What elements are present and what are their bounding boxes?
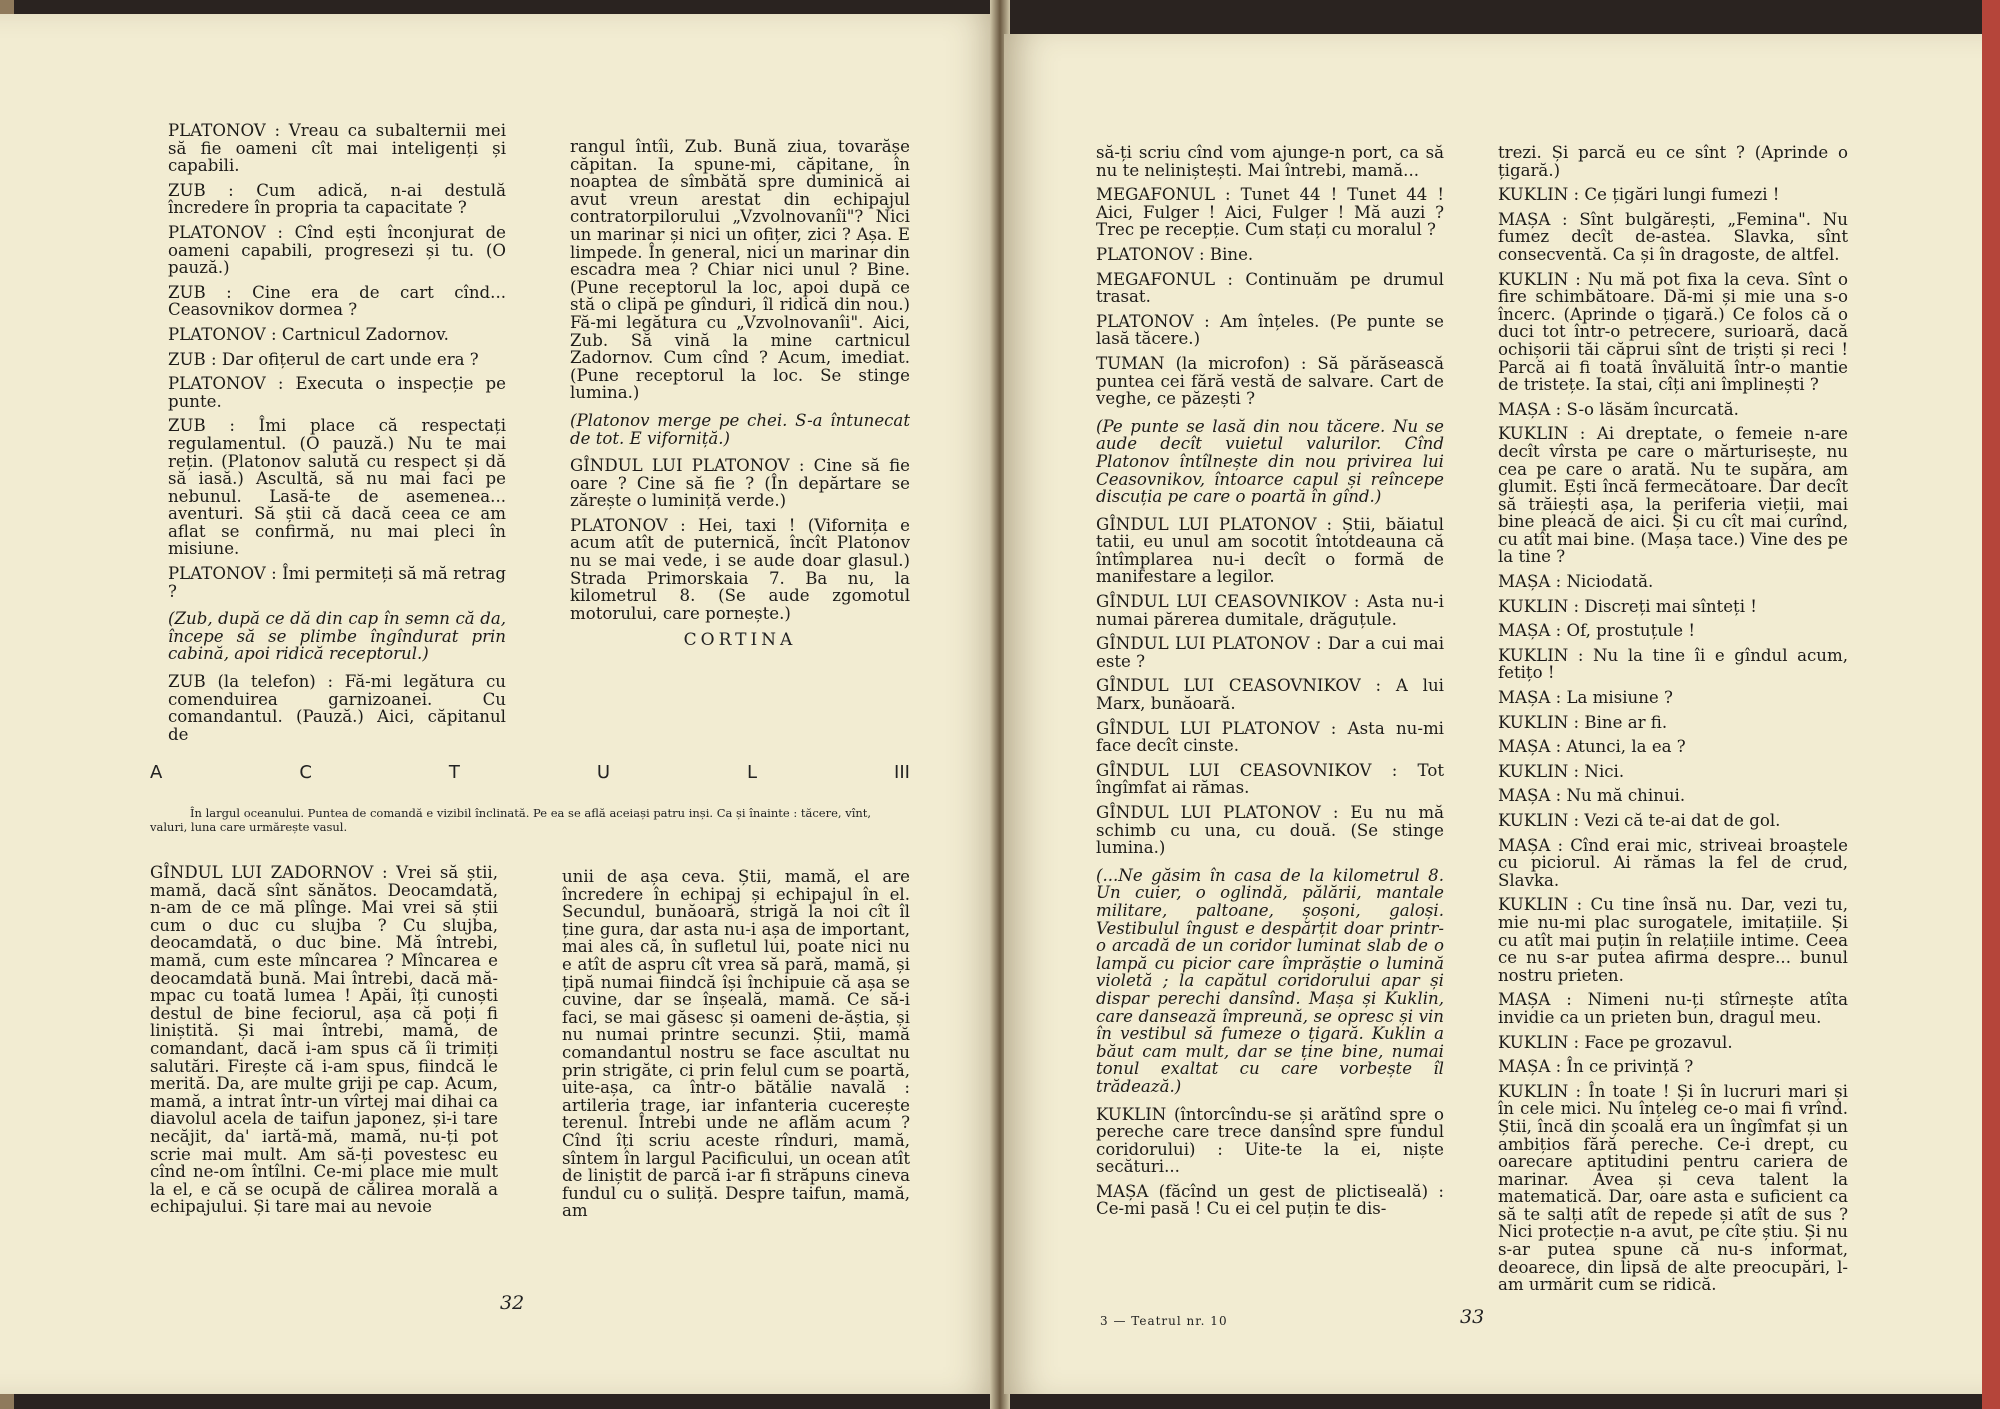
dialogue-line: GÎNDUL LUI PLATONOV : Eu nu mă schimb cu una, cu două. (Se stinge lumina.) [1096,803,1444,858]
dialogue-line: MAȘA (făcînd un gest de plictiseală) : Ce-mi pasă ! Cu ei cel puțin te dis- [1096,1181,1444,1219]
page-number: 32 [500,1292,525,1314]
stage-direction: (...Ne găsim în casa de la kilometrul 8. Un cuier, o oglindă, pălării, mantale militare, paltoane, șoșoni, galoși. Vestibulul îngust e despărțit doar printr-o arcadă de un coridor luminat slab de o lampă cu picior care împrăștie o lumină violetă ; la capătul coridorului apar și dispar perechi dansînd. Mașa și Kuklin, care dansează împreună, se opresc și vin în vestibul să fumeze o țigară. Kuklin a băut cam mult, dar se ține bine, numai tonul exaltat cu care vorbește îl trădează.) [1096,865,1444,1096]
act-letter: L [747,762,758,783]
dialogue-line: TUMAN (la microfon) : Să părăsească puntea cei fără vestă de salvare. Cart de veghe, ce păzești ? [1096,353,1444,409]
act-title [150,762,910,783]
dialogue-line: ZUB : Dar ofițerul de cart unde era ? [168,349,479,369]
stage-direction: (Platonov merge pe chei. S-a întunecat de tot. E viforniță.) [570,410,910,448]
dialogue-line: ZUB : Cum adică, n-ai destulă încredere în propria ta capacitate ? [168,180,506,218]
right-column-1 [1096,144,1444,1225]
dialogue-line: KUKLIN : Nu mă pot fixa la ceva. Sînt o fire schimbătoare. Dă-mi și mie una s-o încerc. (Aprinde o țigară.) Ce folos că o duci tot într-o petrecere, surioară, dacă ochișorii tăi căprui sînt de triști și reci ! Parcă ai fi toată învăluită într-o mantie de tristețe. Ia stai, cîți ani împlinești ? [1498,269,1848,395]
dialogue-line: PLATONOV : Bine. [1096,244,1254,264]
dialogue-line: MAȘA : În ce privință ? [1498,1057,1694,1077]
act-number: III [894,762,910,783]
dialogue-line: KUKLIN : Nu la tine îi e gîndul acum, fetițo ! [1498,645,1848,683]
dialogue-line: PLATONOV : Executa o inspecție pe punte. [168,374,506,411]
right-column-2 [1498,144,1848,1301]
dialogue-line: GÎNDUL LUI PLATONOV : Știi, băiatul tatii, eu unul am socotit întotdeauna că întîmplarea nu-i decît o formă de manifestare a legilor. [1096,514,1444,587]
act-letter: C [299,762,312,783]
left-page [0,14,1000,1394]
dialogue-line: KUKLIN : Bine ar fi. [1498,712,1668,732]
dialogue-line: MAȘA : La misiune ? [1498,688,1673,708]
dialogue-line: PLATONOV : Am înțeles. (Pe punte se lasă tăcere.) [1096,311,1444,349]
dialogue-line: MAȘA : Atunci, la ea ? [1498,737,1686,757]
dialogue-line: GÎNDUL LUI CEASOVNIKOV : Tot îngîmfat ai rămas. [1096,760,1444,798]
stage-direction: (Pe punte se lasă din nou tăcere. Nu se aude decît vuietul valurilor. Cînd Platonov întîlnește din nou privirea lui Ceasovnikov, întoarce capul și reîncepe discuția pe care o poartă în gînd.) [1096,416,1444,507]
page-footer: 3 — Teatrul nr. 10 [1100,1314,1228,1328]
dialogue-line: KUKLIN : Face pe grozavul. [1498,1032,1733,1052]
dialogue-line: GÎNDUL LUI PLATONOV : Asta nu-mi face decît cinste. [1096,718,1444,756]
dialogue-line: KUKLIN : Cu tine însă nu. Dar, vezi tu, mie nu-mi plac surogatele, imitațiile. Și cu atît mai puțin în relațiile intime. Ceea ce nu s-ar putea afirma despre... bunul nostru prieten. [1498,895,1848,985]
dialogue-line: KUKLIN (întorcîndu-se și arătînd spre o pereche care trece dansînd spre fundul coridorului) : Uite-te la ei, niște secături... [1096,1104,1444,1177]
dialogue-line: MAȘA : S-o lăsăm încurcată. [1498,399,1739,419]
page-number: 33 [1460,1306,1485,1328]
dialogue-line: ZUB (la telefon) : Fă-mi legătura cu comenduirea garnizoanei. Cu comandantul. (Pauză.) Aici, căpitanul de [168,672,506,744]
dialogue-line: PLATONOV : Hei, taxi ! (Vifornița e acum atît de puternică, încît Platonov nu se mai vede, i se aude doar glasul.) Strada Primorskaia 7. Ba nu, la kilometrul 8. (Se aude zgomotul motorului, care pornește.) [570,515,910,623]
book-edge-right [1982,0,2000,1409]
left-column-1-top [168,122,506,750]
left-column-1-bottom [150,864,498,1223]
dialogue-line: KUKLIN : Ce țigări lungi fumezi ! [1498,185,1780,205]
dialogue-line: MAȘA : Cînd erai mic, striveai broaștele cu piciorul. Ai rămas la fel de crud, Slavka. [1498,835,1848,890]
dialogue-line: MAȘA : Nimeni nu-ți stîrnește atîta invidie ca un prieten bun, dragul meu. [1498,990,1848,1027]
dialogue-line: GÎNDUL LUI CEASOVNIKOV : Asta nu-i numai părerea dumitale, drăguțule. [1096,592,1444,629]
dialogue-line: KUKLIN : Nici. [1498,761,1625,781]
dialogue-line: ZUB : Cine era de cart cînd... Ceasovnikov dormea ? [168,282,506,320]
dialogue-line: KUKLIN : Discreți mai sînteți ! [1498,596,1757,616]
act-letter: T [448,762,460,783]
dialogue-line: MEGAFONUL : Continuăm pe drumul trasat. [1096,269,1444,307]
dialogue-line: PLATONOV : Cînd ești înconjurat de oameni capabili, progresezi și tu. (O pauză.) [168,222,506,278]
right-page [1004,34,1988,1394]
left-column-2-top [570,138,910,657]
dialogue-line: MAȘA : Sînt bulgărești, „Femina". Nu fumez decît de-astea. Slavka, sînt consecventă. Ca și în dragoste, de altfel. [1498,209,1848,264]
dialogue-line: KUKLIN : Ai dreptate, o femeie n-are decît vîrsta pe care o mărturisește, nu cea pe care o arată. Nu te supăra, am glumit. Ești încă fermecătoare. Dar decît să trăiești așa, la periferia vieții, mai bine pleacă de aici. Și cu cît mai curînd, cu atît mai bine. (Mașa tace.) Vine des pe la tine ? [1498,424,1848,567]
dialogue-line: MEGAFONUL : Tunet 44 ! Tunet 44 ! Aici, Fulger ! Aici, Fulger ! Mă auzi ? Trec pe recepție. Cum stați cu moralul ? [1096,185,1444,240]
dialogue-line: MAȘA : Niciodată. [1498,572,1654,592]
stage-direction: (Zub, după ce dă din cap în semn că da, începe să se plimbe îngîndurat prin cabină, apoi ridică receptorul.) [168,609,506,664]
dialogue-line: ZUB : Îmi place că respectați regulamentul. (O pauză.) Nu te mai rețin. (Platonov salută cu respect și dă să iasă.) Ascultă, să nu mai faci pe nebunul. Lasă-te de asemenea... aventuri. Să știi că dacă ceea ce am aflat se confirmă, nu mai pleci în misiune. [168,416,506,559]
dialogue-line: MAȘA : Of, prostuțule ! [1498,621,1696,641]
dialogue-line: PLATONOV : Cartnicul Zadornov. [168,324,449,344]
dialogue-line: PLATONOV : Îmi permiteți să mă retrag ? [168,564,506,601]
act-intro-stage-direction: În largul oceanului. Puntea de comandă e vizibil înclinată. Pe ea se află aceiași patru inși. Ca și înainte : tăcere, vînt, valuri, luna care urmărește vasul. [150,806,872,834]
dialogue-line: KUKLIN : În toate ! Și în lucruri mari și în cele mici. Nu înțeleg ce-o mai fi vrînd. Știi, încă din școală era un îngîmfat și un ambițios fără pereche. Ce-i drept, cu oarecare aptitudini pentru cariera de marinar. Avea și ceva talent la matematică. Dar, oare asta e suficient ca să te salți atît de repede și atît de sus ? Nici protecție n-a avut, pe cîte știu. Și nu s-ar putea spune că nu-s informat, deoarece, din lipsă de alte preocupări, l-am urmărit cum se ridică. [1498,1081,1848,1295]
curtain-heading: CORTINA [683,630,797,651]
act-letter: U [596,762,611,783]
monologue: unii de așa ceva. Știi, mamă, el are încredere în echipaj și echipajul în el. Secundul, bunăoară, strigă la noi cît îl ține gura, dar asta nu-i așa de important, mai ales că, în sufletul lui, poate nici nu e atît de aspru cît vrea să pară, mamă, și țipă numai fiindcă își închipuie că așa se cuvine, dar se înșeală, mamă. Ce să-i faci, se mai găsesc și oameni de-ăștia, și nu numai printre secunzi. Știi, mamă comandantul nostru se face ascultat nu prin strigăte, ci prin felul cum se poartă, uite-așa, ca într-o bătălie navală : artileria trage, iar infanteria cucerește terenul. Întrebi unde ne aflăm acum ? Cînd îți scriu aceste rînduri, mamă, sîntem în largul Pacificului, un ocean atît de liniștit de parcă i-ar fi străpuns cineva fundul cu o suliță. Despre taifun, mamă, am [562,867,910,1221]
act-letter: A [150,762,163,783]
left-column-2-bottom [562,868,910,1227]
dialogue-line: trezi. Și parcă eu ce sînt ? (Aprinde o țigară.) [1498,143,1848,180]
dialogue-line: GÎNDUL LUI PLATONOV : Dar a cui mai este ? [1096,634,1444,671]
dialogue-line: să-ți scriu cînd vom ajunge-n port, ca să nu te neliniștești. Mai întrebi, mamă... [1096,143,1444,180]
dialogue-line: MAȘA : Nu mă chinui. [1498,786,1686,806]
monologue: GÎNDUL LUI ZADORNOV : Vrei să știi, mamă, dacă sînt sănătos. Deocamdată, n-am de ce mă plînge. Mai vrei să știi cum o duc cu slujba ? Cu slujba, deocamdată, o duc bine. Mă întrebi, mamă, cum este mîncarea ? Mîncarea e deocamdată bună. Mai întrebi, dacă mă-mpac cu toată lumea ! Apăi, îți cunoști destul de bine feciorul, așa că poți fi liniștită. Și mai întrebi, mamă, de comandant, dacă i-am spus că îi trimiți salutări. Firește că i-am spus, fiindcă le merită. Da, are multe griji pe cap. Acum, mamă, a intrat într-un vîrtej mai dihai ca diavolul acela de taifun japonez, și-i tare necăjit, da' iartă-mă, mamă, nu-ți pot scrie mai mult. Am să-ți povestesc eu cînd ne-om întîlni. Ce-mi place mie mult la el, e că se ocupă de călirea morală a echipajului. Și tare mai au nevoie [150,863,498,1217]
dialogue-line: GÎNDUL LUI PLATONOV : Cine să fie oare ? Cine să fie ? (În depărtare se zărește o luminiță verde.) [570,456,910,511]
dialogue-line: rangul întîi, Zub. Bună ziua, tovarășe căpitan. Ia spune-mi, căpitane, în noaptea de sîmbătă spre duminică ai avut vreun arestat din echipajul contratorpilorului „Vzvolnovanîi"? Nici un marinar și nici un ofițer, zici ? Așa. E limpede. În general, nici un marinar din escadra mea ? Chiar nici unul ? Bine. (Pune receptorul la loc, apoi după ce stă o clipă pe gînduri, îl ridică din nou.) Fă-mi legătura cu „Vzvolnovanîi". Aici, Zub. Să vină la mine cartnicul Zadornov. Cum cînd ? Acum, imediat. (Pune receptorul la loc. Se stinge lumina.) [570,137,910,403]
dialogue-line: PLATONOV : Vreau ca subalternii mei să fie oameni cît mai inteligenți și capabili. [168,121,506,176]
dialogue-line: GÎNDUL LUI CEASOVNIKOV : A lui Marx, bunăoară. [1096,676,1444,714]
dialogue-line: KUKLIN : Vezi că te-ai dat de gol. [1498,811,1781,830]
